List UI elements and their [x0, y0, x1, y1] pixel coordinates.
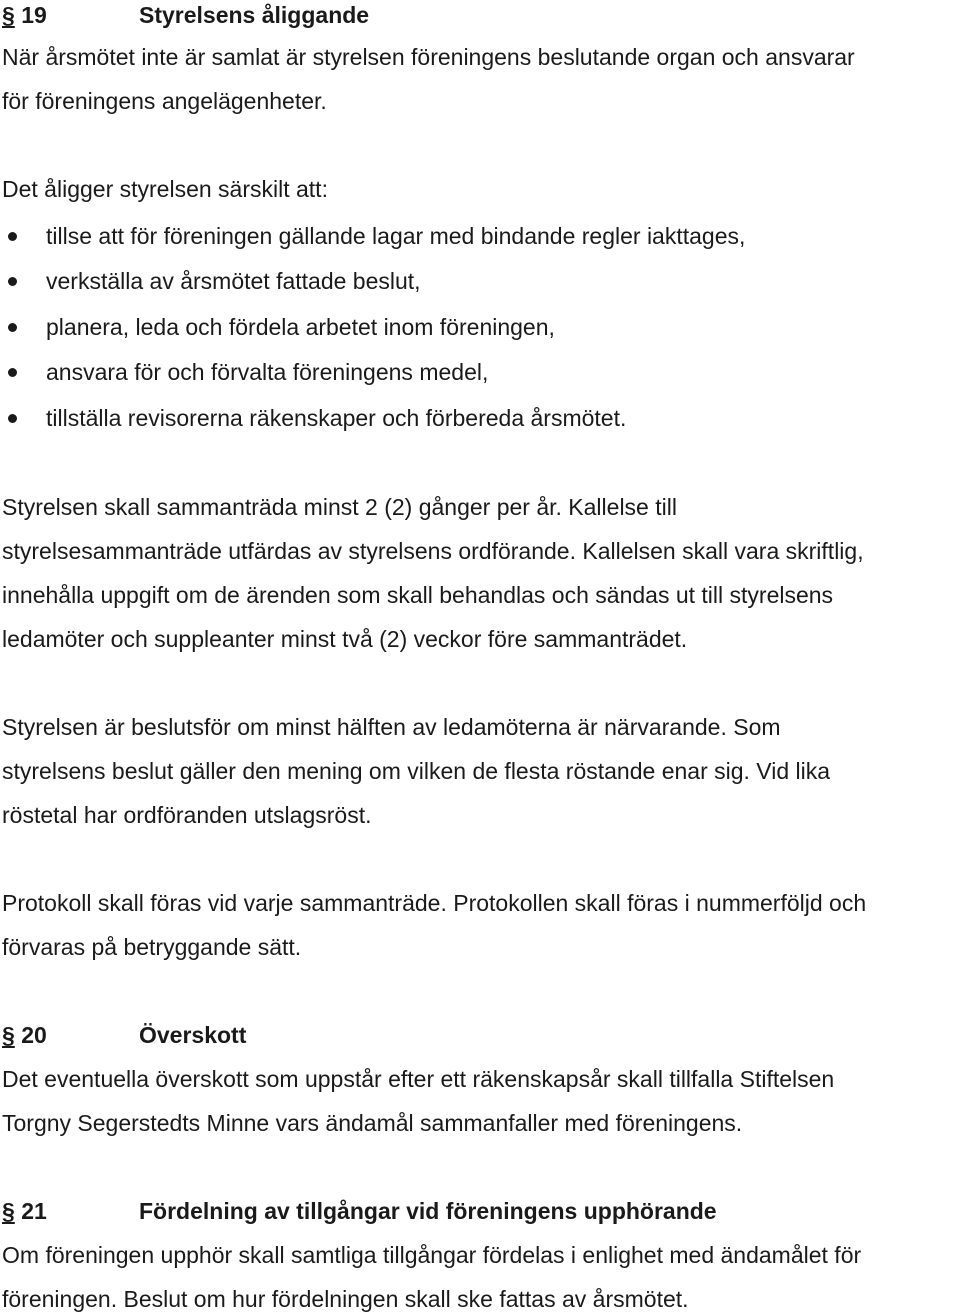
- section-20-line-1: Det eventuella överskott som uppstår efter ett räkenskapsår skall tillfalla Stiftelsen: [2, 1066, 835, 1092]
- meetings-line-2: styrelsesammanträde utfärdas av styrelsens ordförande. Kallelsen skall vara skriftlig,: [2, 538, 864, 564]
- list-item: verkställa av årsmötet fattade beslut,: [46, 266, 421, 296]
- bullet-icon: [8, 277, 17, 286]
- list-item: tillse att för föreningen gällande lagar med bindande regler iakttages,: [46, 221, 745, 251]
- bullet-icon: [8, 414, 17, 423]
- section-19-intro-line-2: för föreningens angelägenheter.: [2, 88, 327, 114]
- section-20-heading: [2, 1020, 902, 1050]
- quorum-line-1: Styrelsen är beslutsför om minst hälften av ledamöterna är närvarande. Som: [2, 714, 781, 740]
- section-21-heading: [2, 1196, 902, 1226]
- section-20-number: § 20: [2, 1022, 47, 1048]
- section-19-intro-line-1: När årsmötet inte är samlat är styrelsen föreningens beslutande organ och ansvarar: [2, 44, 855, 70]
- section-21-line-2: föreningen. Beslut om hur fördelningen skall ske fattas av årsmötet.: [2, 1286, 689, 1312]
- section-19-title: Styrelsens åliggande: [139, 2, 370, 28]
- section-19-heading: [2, 0, 902, 30]
- meetings-line-3: innehålla uppgift om de ärenden som skall behandlas och sändas ut till styrelsens: [2, 582, 834, 608]
- section-21-number: § 21: [2, 1198, 47, 1224]
- section-21-title: Fördelning av tillgångar vid föreningens upphörande: [139, 1198, 717, 1224]
- section-20-title: Överskott: [139, 1022, 247, 1048]
- section-19-number: § 19: [2, 2, 47, 28]
- meetings-line-1: Styrelsen skall sammanträda minst 2 (2) gånger per år. Kallelse till: [2, 494, 677, 520]
- duties-intro: Det åligger styrelsen särskilt att:: [2, 176, 328, 202]
- meetings-line-4: ledamöter och suppleanter minst två (2) veckor före sammanträdet.: [2, 626, 688, 652]
- list-item: planera, leda och fördela arbetet inom föreningen,: [46, 312, 555, 342]
- list-item: ansvara för och förvalta föreningens medel,: [46, 357, 488, 387]
- quorum-line-2: styrelsens beslut gäller den mening om vilken de flesta röstande enar sig. Vid lika: [2, 758, 831, 784]
- minutes-line-1: Protokoll skall föras vid varje sammanträde. Protokollen skall föras i nummerföljd och: [2, 890, 867, 916]
- minutes-line-2: förvaras på betryggande sätt.: [2, 934, 302, 960]
- section-20-line-2: Torgny Segerstedts Minne vars ändamål sammanfaller med föreningens.: [2, 1110, 743, 1136]
- quorum-line-3: röstetal har ordföranden utslagsröst.: [2, 802, 372, 828]
- bullet-icon: [8, 368, 17, 377]
- bullet-icon: [8, 232, 17, 241]
- list-item: tillställa revisorerna räkenskaper och förbereda årsmötet.: [46, 403, 626, 433]
- section-21-line-1: Om föreningen upphör skall samtliga tillgångar fördelas i enlighet med ändamålet för: [2, 1242, 862, 1268]
- bullet-icon: [8, 323, 17, 332]
